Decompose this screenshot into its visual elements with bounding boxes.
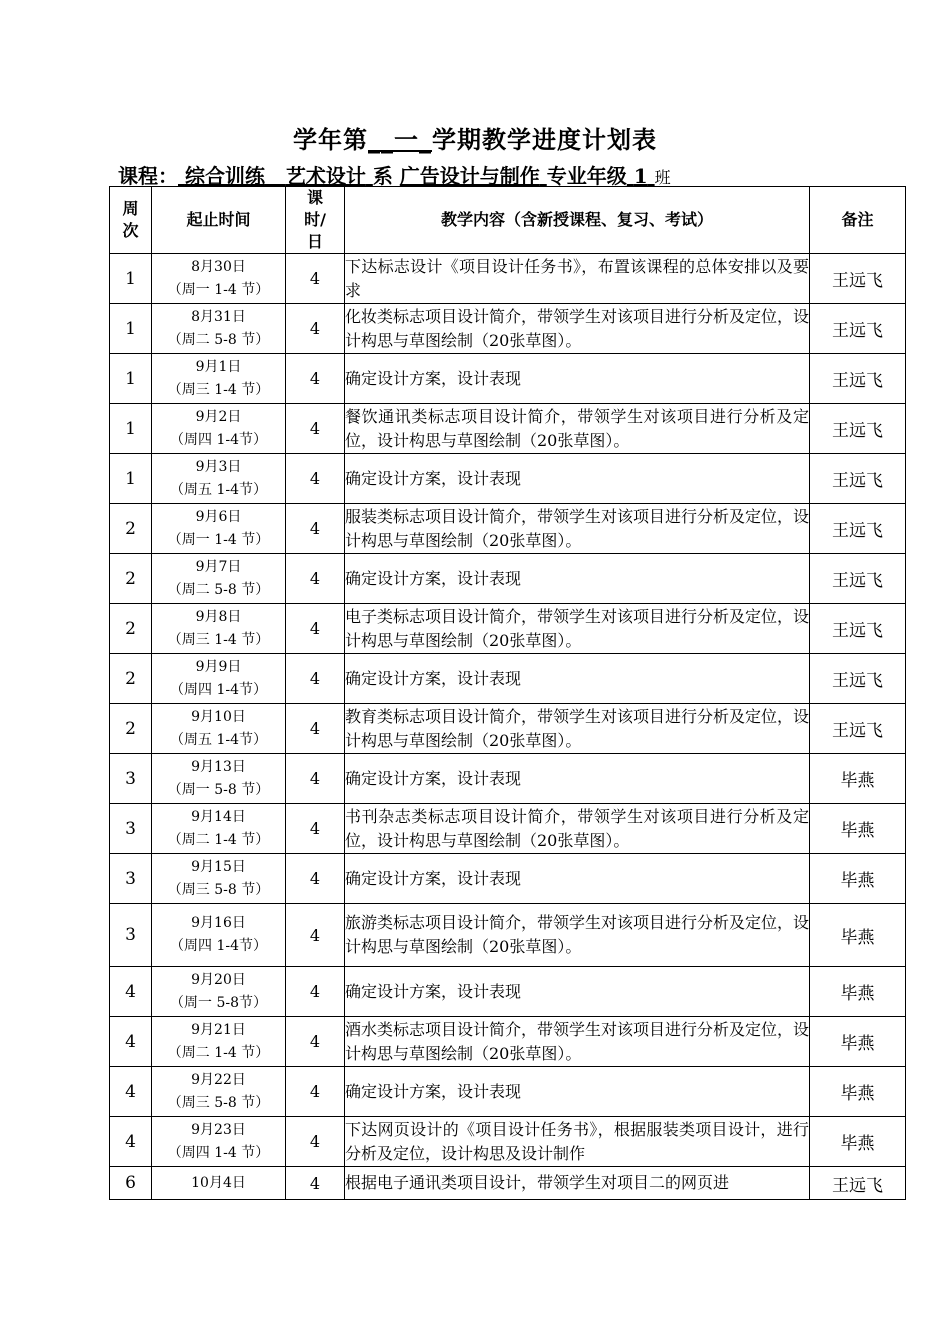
date-cell — [152, 354, 286, 404]
note-cell: 王远飞 — [810, 254, 906, 304]
hours-cell: 4 — [286, 967, 345, 1017]
week-cell: 1 — [110, 404, 152, 454]
session-text: （周四 1-4节） — [170, 431, 267, 448]
grade-number: 1 — [633, 164, 648, 188]
date-cell — [152, 754, 286, 804]
note-cell: 王远飞 — [810, 704, 906, 754]
content-cell: 服装类标志项目设计简介，带领学生对该项目进行分析及定位，设计构思与草图绘制（20张草图）。 — [345, 504, 810, 554]
note-cell: 毕燕 — [810, 1067, 906, 1117]
table-row — [110, 1067, 906, 1117]
page-title — [0, 120, 950, 155]
session-text: （周一 1-4 节） — [167, 531, 270, 548]
hours-cell: 4 — [286, 504, 345, 554]
content-cell: 确定设计方案，设计表现 — [345, 1067, 810, 1117]
note-cell: 毕燕 — [810, 1017, 906, 1067]
date-text: 9月23日 — [191, 1121, 246, 1138]
date-text: 9月2日 — [195, 408, 242, 425]
content-cell: 下达网页设计的《项目设计任务书》，根据服装类项目设计，进行分析及定位，设计构思及设计制作 — [345, 1117, 810, 1167]
note-cell: 王远飞 — [810, 504, 906, 554]
header-note: 备注 — [810, 187, 906, 254]
table-row — [110, 354, 906, 404]
session-text: （周二 5-8 节） — [167, 331, 270, 348]
session-text: （周四 1-4节） — [170, 681, 267, 698]
date-text: 9月16日 — [191, 915, 246, 931]
table-row — [110, 804, 906, 854]
week-cell: 4 — [110, 1117, 152, 1167]
date-cell — [152, 604, 286, 654]
date-text: 9月10日 — [191, 708, 246, 725]
header-date: 起止时间 — [152, 187, 286, 254]
date-text: 9月22日 — [191, 1071, 246, 1088]
note-cell: 王远飞 — [810, 354, 906, 404]
week-cell: 2 — [110, 604, 152, 654]
session-text: （周二 1-4 节） — [167, 831, 270, 848]
note-cell: 王远飞 — [810, 554, 906, 604]
date-text: 9月14日 — [191, 808, 246, 825]
content-cell: 酒水类标志项目设计简介，带领学生对该项目进行分析及定位，设计构思与草图绘制（20张草图）。 — [345, 1017, 810, 1067]
title-term: __一_ — [368, 125, 432, 154]
hours-cell: 4 — [286, 354, 345, 404]
week-cell: 2 — [110, 704, 152, 754]
content-cell: 确定设计方案，设计表现 — [345, 554, 810, 604]
date-cell — [152, 404, 286, 454]
date-cell — [152, 454, 286, 504]
content-cell: 下达标志设计《项目设计任务书》，布置该课程的总体安排以及要求 — [345, 254, 810, 304]
title-suffix: 学期教学进度计划表 — [432, 125, 657, 154]
note-cell: 王远飞 — [810, 454, 906, 504]
table-row — [110, 404, 906, 454]
note-cell: 王远飞 — [810, 304, 906, 354]
hours-cell: 4 — [286, 304, 345, 354]
content-cell: 书刊杂志类标志项目设计简介，带领学生对该项目进行分析及定位，设计构思与草图绘制（20张草图）。 — [345, 804, 810, 854]
table-row — [110, 704, 906, 754]
week-cell: 3 — [110, 754, 152, 804]
header-hours: 课时/日 — [286, 187, 345, 254]
hours-cell: 4 — [286, 704, 345, 754]
date-cell — [152, 654, 286, 704]
table-header-row — [110, 187, 906, 254]
session-text: （周三 5-8 节） — [167, 1094, 270, 1111]
hours-cell: 4 — [286, 854, 345, 904]
content-cell: 餐饮通讯类标志项目设计简介，带领学生对该项目进行分析及定位，设计构思与草图绘制（20张草图）。 — [345, 404, 810, 454]
date-cell — [152, 1017, 286, 1067]
session-text: （周一 5-8节） — [170, 994, 267, 1011]
date-text: 9月20日 — [191, 971, 246, 988]
hours-cell: 4 — [286, 1167, 345, 1200]
header-content: 教学内容（含新授课程、复习、考试） — [345, 187, 810, 254]
table-row — [110, 604, 906, 654]
date-cell — [152, 804, 286, 854]
week-cell: 3 — [110, 804, 152, 854]
session-text: （周二 5-8 节） — [167, 581, 270, 598]
date-text: 9月7日 — [195, 558, 242, 575]
date-cell — [152, 704, 286, 754]
major-name: 广告设计与制作 — [399, 164, 540, 188]
content-cell: 化妆类标志项目设计简介，带领学生对该项目进行分析及定位，设计构思与草图绘制（20张草图）。 — [345, 304, 810, 354]
session-text: （周三 1-4 节） — [167, 631, 270, 648]
dept-name: 艺术设计 — [285, 164, 366, 188]
content-cell: 教育类标志项目设计简介，带领学生对该项目进行分析及定位，设计构思与草图绘制（20张草图）。 — [345, 704, 810, 754]
week-cell: 4 — [110, 1017, 152, 1067]
week-cell: 2 — [110, 504, 152, 554]
table-row — [110, 754, 906, 804]
course-name: 综合训练 — [184, 164, 265, 188]
date-cell — [152, 967, 286, 1017]
table-row — [110, 504, 906, 554]
session-text: （周五 1-4节） — [170, 481, 267, 498]
content-cell: 根据电子通讯类项目设计，带领学生对项目二的网页进 — [345, 1167, 810, 1200]
session-text: （周三 5-8 节） — [167, 881, 270, 898]
session-text: （周四 1-4 节） — [167, 1144, 270, 1161]
course-label: 课程： — [118, 164, 178, 188]
schedule-table — [109, 186, 906, 1200]
week-cell: 3 — [110, 904, 152, 967]
date-cell — [152, 1167, 286, 1200]
major-suffix: 专业年级 — [546, 164, 627, 188]
table-row — [110, 1167, 906, 1200]
date-text: 9月8日 — [195, 608, 242, 625]
date-text: 9月9日 — [195, 658, 242, 675]
content-cell: 确定设计方案，设计表现 — [345, 654, 810, 704]
hours-cell: 4 — [286, 904, 345, 967]
date-cell — [152, 904, 286, 967]
table-row — [110, 967, 906, 1017]
table-row — [110, 654, 906, 704]
table-row — [110, 554, 906, 604]
content-cell: 确定设计方案，设计表现 — [345, 354, 810, 404]
note-cell: 王远飞 — [810, 1167, 906, 1200]
date-cell — [152, 254, 286, 304]
date-text: 9月21日 — [191, 1021, 246, 1038]
session-text: （周一 1-4 节） — [167, 281, 270, 298]
note-cell: 毕燕 — [810, 967, 906, 1017]
date-cell — [152, 504, 286, 554]
week-cell: 2 — [110, 654, 152, 704]
content-cell: 确定设计方案，设计表现 — [345, 754, 810, 804]
table-row — [110, 304, 906, 354]
content-cell: 确定设计方案，设计表现 — [345, 454, 810, 504]
table-row — [110, 854, 906, 904]
date-cell — [152, 854, 286, 904]
hours-cell: 4 — [286, 1117, 345, 1167]
title-prefix: 学年第 — [293, 125, 368, 154]
date-text: 10月4日 — [191, 1174, 246, 1191]
note-cell: 毕燕 — [810, 754, 906, 804]
date-text: 9月15日 — [191, 858, 246, 875]
week-cell: 3 — [110, 854, 152, 904]
date-cell — [152, 554, 286, 604]
hours-cell: 4 — [286, 254, 345, 304]
hours-cell: 4 — [286, 454, 345, 504]
week-cell: 4 — [110, 967, 152, 1017]
week-cell: 1 — [110, 304, 152, 354]
date-cell — [152, 1067, 286, 1117]
week-cell: 2 — [110, 554, 152, 604]
table-row — [110, 904, 906, 967]
session-text: （周五 1-4节） — [170, 731, 267, 748]
date-text: 9月6日 — [195, 508, 242, 525]
hours-cell: 4 — [286, 554, 345, 604]
date-text: 9月1日 — [195, 358, 242, 375]
table-row — [110, 454, 906, 504]
hours-cell: 4 — [286, 1017, 345, 1067]
note-cell: 毕燕 — [810, 854, 906, 904]
dept-suffix: 系 — [372, 164, 393, 188]
hours-cell: 4 — [286, 1067, 345, 1117]
header-week: 周次 — [110, 187, 152, 254]
hours-cell: 4 — [286, 604, 345, 654]
week-cell: 1 — [110, 254, 152, 304]
week-cell: 4 — [110, 1067, 152, 1117]
note-cell: 王远飞 — [810, 604, 906, 654]
session-text: （周四 1-4节） — [170, 938, 267, 954]
date-cell — [152, 1117, 286, 1167]
week-cell: 6 — [110, 1167, 152, 1200]
session-text: （周二 1-4 节） — [167, 1044, 270, 1061]
note-cell: 王远飞 — [810, 654, 906, 704]
hours-cell: 4 — [286, 754, 345, 804]
hours-cell: 4 — [286, 804, 345, 854]
session-text: （周三 1-4 节） — [167, 381, 270, 398]
hours-cell: 4 — [286, 654, 345, 704]
note-cell: 毕燕 — [810, 904, 906, 967]
date-text: 8月30日 — [191, 258, 246, 275]
week-cell: 1 — [110, 354, 152, 404]
content-cell: 旅游类标志项目设计简介，带领学生对该项目进行分析及定位，设计构思与草图绘制（20张草图）。 — [345, 904, 810, 967]
content-cell: 电子类标志项目设计简介，带领学生对该项目进行分析及定位，设计构思与草图绘制（20张草图）。 — [345, 604, 810, 654]
table-row — [110, 1117, 906, 1167]
table-row — [110, 254, 906, 304]
hours-cell: 4 — [286, 404, 345, 454]
date-cell — [152, 304, 286, 354]
session-text: （周一 5-8 节） — [167, 781, 270, 798]
week-cell: 1 — [110, 454, 152, 504]
content-cell: 确定设计方案，设计表现 — [345, 967, 810, 1017]
note-cell: 王远飞 — [810, 404, 906, 454]
course-line — [118, 160, 918, 189]
date-text: 9月3日 — [195, 458, 242, 475]
date-text: 9月13日 — [191, 758, 246, 775]
date-text: 8月31日 — [191, 308, 246, 325]
class-suffix: 班 — [654, 168, 671, 187]
note-cell: 毕燕 — [810, 1117, 906, 1167]
content-cell: 确定设计方案，设计表现 — [345, 854, 810, 904]
note-cell: 毕燕 — [810, 804, 906, 854]
table-row — [110, 1017, 906, 1067]
